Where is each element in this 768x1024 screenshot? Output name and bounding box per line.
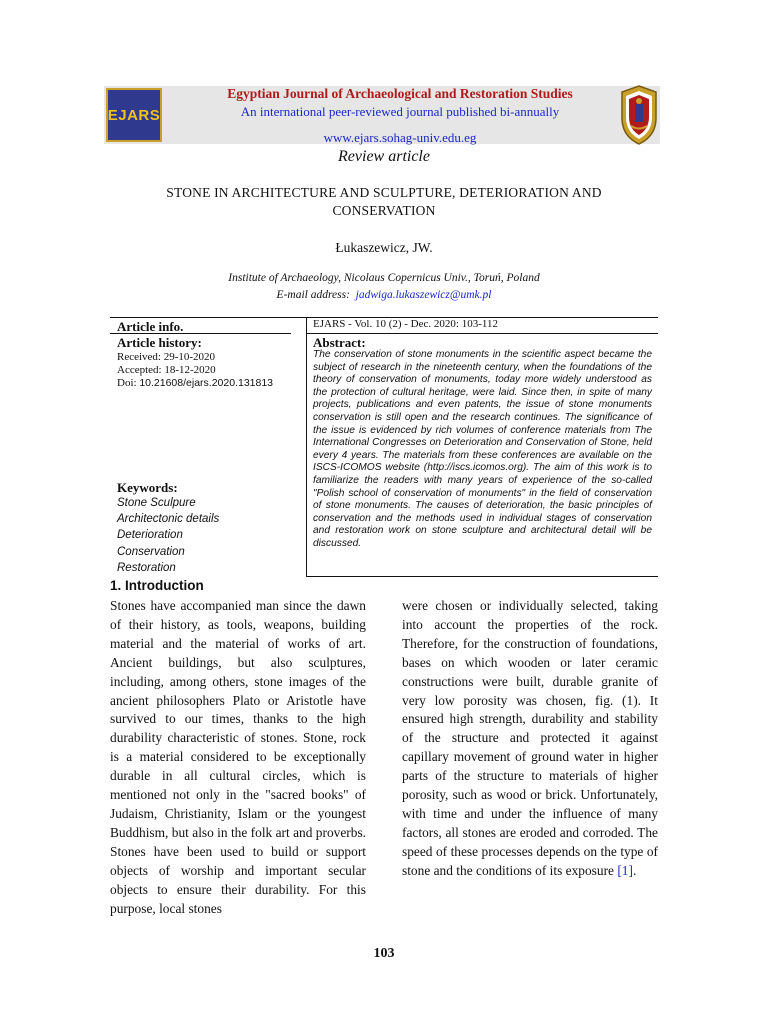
article-type: Review article bbox=[338, 148, 430, 165]
author-email-line bbox=[110, 289, 658, 301]
body-column-right bbox=[402, 597, 658, 881]
journal-url-link[interactable]: www.ejars.sohag-univ.edu.eg bbox=[323, 130, 477, 145]
accepted-date: Accepted: 18-12-2020 bbox=[117, 364, 216, 376]
received-date: Received: 29-10-2020 bbox=[117, 351, 216, 363]
body-column-left: Stones have accompanied man since the dawn of their history, as tools, weapons, building material and the material of works of art. Ancient buildings, but also sculptures, including, among others, stone images of the ancient philosophers Plato or Aristotle have survived to our times, thanks to the high durability characteristic of stones. Stone, rock is a material considered to be exceptionally durable in all cultural circles, which is mentioned not only in the "sacred books" of Judaism, Christianity, Islam or the youngest Buddhism, but also in the folk art and proverbs. Stones have been used to build or support objects of worship and important secular objects to ensure their durability. For this purpose, local stones bbox=[110, 598, 366, 916]
reference-link[interactable]: [1] bbox=[617, 862, 633, 878]
doi-line bbox=[117, 377, 273, 389]
info-divider bbox=[306, 317, 307, 577]
email-label: E-mail address: bbox=[276, 289, 350, 301]
keyword-item: Stone Sculpure bbox=[117, 497, 196, 509]
volume-info: EJARS - Vol. 10 (2) - Dec. 2020: 103-112 bbox=[313, 318, 498, 330]
info-bottom-rule bbox=[306, 576, 658, 577]
journal-subtitle: An international peer-reviewed journal published bi-annually bbox=[240, 104, 560, 119]
ejars-logo-text: EJARS bbox=[107, 106, 161, 124]
keywords-list bbox=[117, 495, 219, 576]
keyword-item: Conservation bbox=[117, 545, 185, 558]
doi-value[interactable]: 10.21608/ejars.2020.131813 bbox=[139, 377, 274, 389]
article-history-heading: Article history: bbox=[117, 335, 202, 350]
info-right-rule bbox=[306, 333, 658, 334]
keyword-item: Deterioration bbox=[117, 529, 183, 542]
paper-title bbox=[110, 184, 658, 220]
keyword-item: Architectonic details bbox=[117, 513, 220, 526]
author-name: Łukaszewicz, JW. bbox=[335, 240, 433, 255]
keywords-heading: Keywords: bbox=[117, 480, 178, 495]
paper-title-line-1: STONE IN ARCHITECTURE AND SCULPTURE, DETERIORATION AND bbox=[166, 185, 602, 200]
author-affiliation: Institute of Archaeology, Nicolaus Copernicus Univ., Toruń, Poland bbox=[228, 272, 540, 284]
body-column-right-end: . bbox=[632, 862, 637, 878]
abstract-heading: Abstract: bbox=[313, 335, 366, 350]
keyword-item: Restoration bbox=[117, 561, 176, 574]
section-heading-introduction: 1. Introduction bbox=[110, 578, 204, 593]
page-number: 103 bbox=[373, 946, 395, 961]
doi-label: Doi: bbox=[117, 377, 137, 389]
paper-title-line-2: CONSERVATION bbox=[332, 203, 436, 218]
ejars-logo bbox=[106, 88, 162, 142]
article-info-heading: Article info. bbox=[117, 319, 184, 334]
abstract-text: The conservation of stone monuments in the scientific aspect became the subject of research in the nineteenth century, when the foundations of the theory of conservation of monuments, today more widely understood as the protection of cultural heritage, were laid. Since then, in spite of many projects, publications and even patents, the issue of stone monuments conservation is still open and the research continues. The significance of the issue is evidenced by rich volumes of conference materials from The International Congresses on Deterioration and Conservation of Stone, held every 4 years. The materials from these conferences are available on the ISCS-ICOMOS website (http://iscs.icomos.org). The aim of this work is to familiarize the readers with many years of experience of the so-called "Polish school of conservation of monuments" in the field of conservation of stone monuments. The causes of deterioration, the basic principles of conservation and the methods used in individual stages of conservation and restoration work on stone sculpture and architectural detail will be discussed. bbox=[313, 349, 652, 549]
body-column-right-text: were chosen or individually selected, taking into account the properties of the rock. Therefore, for the construction of foundations, bases on which wooden or later ceramic constructions were built, durable granite of very low porosity was chosen, fig. (1). It ensured high strength, durability and stability of the structure and protected it against capillary movement of ground water in higher parts of the structure to materials of higher porosity, such as wood or brick. Unfortunately, with time and under the influence of many factors, all stones are eroded and corroded. The speed of these processes depends on the type of stone and the conditions of its exposure bbox=[402, 598, 658, 878]
author-email-link[interactable]: jadwiga.lukaszewicz@umk.pl bbox=[355, 289, 492, 301]
journal-title: Egyptian Journal of Archaeological and Restoration Studies bbox=[227, 86, 573, 101]
